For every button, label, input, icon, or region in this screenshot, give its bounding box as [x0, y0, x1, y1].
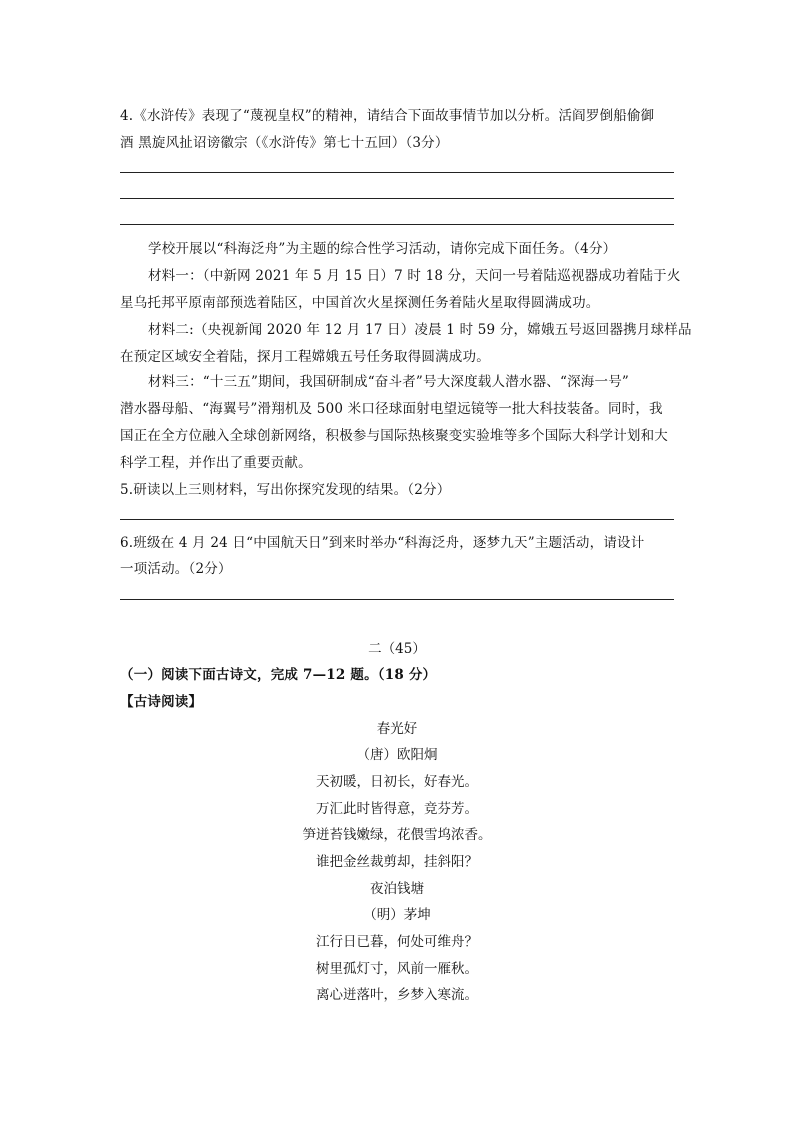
- poem-1-line-1: 天初暖，日初长，好春光。: [316, 774, 478, 790]
- q4-line-1: 4.《水浒传》表现了“蔑视皇权”的精神，请结合下面故事情节加以分析。活阎罗倒船偷御: [120, 108, 655, 124]
- q5-answer-line[interactable]: [120, 519, 674, 520]
- material-1-line-2: 星乌托邦平原南部预选着陆区，中国首次火星探测任务着陆火星取得圆满成功。: [120, 295, 600, 311]
- material-3-line-1: 材料三：“十三五”期间，我国研制成“奋斗者”号大深度载人潜水器、“深海一号”: [148, 374, 630, 390]
- q6-answer-line[interactable]: [120, 599, 674, 600]
- material-3-line-3: 国正在全方位融入全球创新网络，积极参与国际热核聚变实验堆等多个国际大科学计划和大: [120, 428, 668, 444]
- material-3-line-2: 潜水器母船、“海翼号”滑翔机及 500 米口径球面射电望远镜等一批大科技装备。同时，我: [120, 401, 663, 417]
- poem-2-title: 夜泊钱塘: [370, 881, 424, 897]
- q5-text: 5.研读以上三则材料，写出你探究发现的结果。（2分）: [120, 482, 451, 498]
- q6-line-2: 一项活动。（2分）: [120, 561, 232, 577]
- poem-1-title: 春光好: [376, 721, 418, 737]
- q4-answer-line-2[interactable]: [120, 198, 674, 199]
- poem-1-author: （唐）欧阳炯: [356, 747, 438, 763]
- material-3-line-4: 科学工程，并作出了重要贡献。: [120, 455, 312, 471]
- poem-1-line-2: 万汇此时皆得意，竞芬芳。: [316, 801, 478, 817]
- q4-answer-line-1[interactable]: [120, 172, 674, 173]
- section-2-heading: 二（45）: [368, 641, 426, 657]
- material-2-line-2: 在预定区域安全着陆，探月工程嫦娥五号任务取得圆满成功。: [120, 349, 490, 365]
- q6-line-1: 6.班级在 4 月 24 日“中国航天日”到来时举办“科海泛舟，逐梦九天”主题活动，请设计: [120, 535, 645, 551]
- material-2-line-1: 材料二:（央视新闻 2020 年 12 月 17 日）凌晨 1 时 59 分，嫦娥五号返回器携月球样品: [148, 322, 692, 338]
- poem-2-line-2: 树里孤灯寸，风前一雁秋。: [316, 961, 478, 977]
- poem-2-author: （明）茅坤: [363, 907, 431, 923]
- poem-1-line-3: 笋迸苔钱嫩绿，花偎雪坞浓香。: [302, 827, 492, 843]
- q4-answer-line-3[interactable]: [120, 224, 674, 225]
- poem-2-line-3: 离心迸落叶，乡梦入寒流。: [316, 987, 478, 1003]
- poem-1-line-4: 谁把金丝裁剪却，挂斜阳？: [316, 854, 478, 870]
- poem-2-line-1: 江行日已暮，何处可维舟？: [316, 934, 478, 950]
- activity-intro: 学校开展以“科海泛舟”为主题的综合性学习活动，请你完成下面任务。（4分）: [148, 241, 617, 257]
- q4-line-2: 酒 黑旋风扯诏谤徽宗（《水浒传》第七十五回）（3分）: [120, 135, 449, 151]
- material-1-line-1: 材料一：（中新网 2021 年 5 月 15 日）7 时 18 分，天问一号着陆巡视器成功着陆于火: [148, 268, 681, 284]
- ancient-poem-tag: 【古诗阅读】: [120, 694, 203, 710]
- section-2-part-1: （一）阅读下面古诗文，完成 7—12 题。（18 分）: [120, 667, 437, 683]
